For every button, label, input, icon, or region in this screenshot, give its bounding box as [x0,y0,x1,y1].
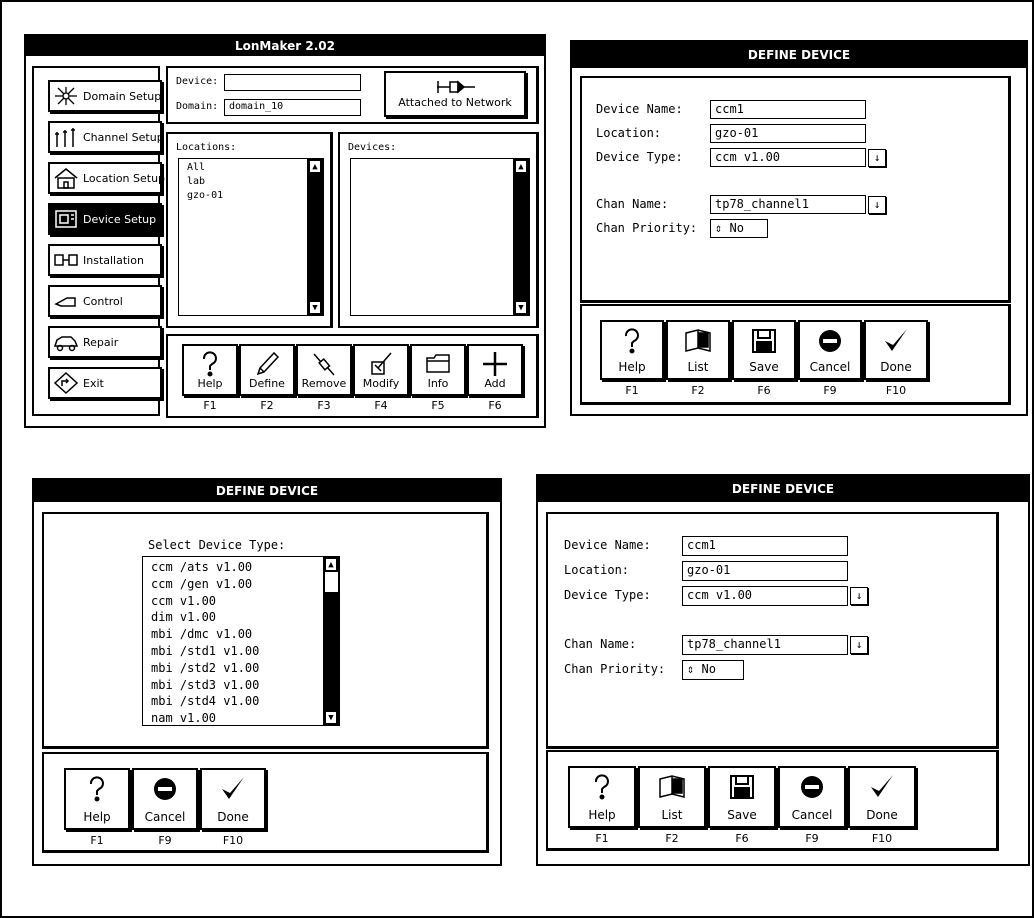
button-label: Add [484,377,506,390]
sidebar-item-exit[interactable] [48,367,162,399]
function-key-label: F9 [823,384,837,397]
sidebar-item-device-setup[interactable] [48,203,162,235]
button-label: Remove [301,377,347,390]
sidebar-item-label: Exit [83,377,104,390]
device-name-input[interactable]: ccm1 [710,100,866,119]
scroll-up-button[interactable]: ▲ [325,558,337,571]
scroll-down-button[interactable]: ▼ [325,711,337,724]
modify-icon [368,350,394,378]
window-title: DEFINE DEVICE [538,476,1028,502]
updown-icon: ⇕ [715,221,723,235]
cancel-button[interactable] [132,768,198,830]
button-label: Save [727,808,757,822]
locations-label: Locations: [176,142,237,153]
function-key-label: F2 [260,399,274,412]
function-key-label: F2 [691,384,705,397]
devices-panel [338,132,539,328]
sidebar-item-location-setup[interactable] [48,162,166,194]
scroll-down-button[interactable]: ▼ [309,301,321,314]
remove-button[interactable] [296,344,352,396]
list-button[interactable] [666,320,730,380]
dropdown-arrow-icon[interactable]: ↓ [868,149,886,167]
list-item[interactable]: dim v1.00 [151,610,217,625]
scroll-down-button[interactable]: ▼ [515,301,527,314]
list-item[interactable]: mbi /std3 v1.00 [151,677,260,692]
button-label: Info [427,377,449,390]
device-type-select[interactable]: ccm v1.00 [682,586,848,606]
button-label: List [661,808,683,822]
done-button[interactable] [848,766,916,828]
plus-icon [482,350,508,378]
device-icon [53,208,79,230]
cancel-icon [798,772,826,802]
window-title: DEFINE DEVICE [34,480,500,502]
list-item[interactable]: ccm /ats v1.00 [151,560,253,574]
locations-items [187,161,223,203]
sidebar-item-label: Channel Setup [83,131,164,144]
attached-label: Attached to Network [398,96,512,109]
chan-priority-label: Chan Priority: [564,662,666,676]
chan-priority-spinner[interactable] [710,219,768,238]
device-name-input[interactable]: ccm1 [682,536,848,556]
location-label: Location: [564,563,630,577]
info-panel [166,66,539,124]
cancel-button[interactable] [798,320,862,380]
save-button[interactable] [708,766,776,828]
list-item[interactable]: lab [187,176,206,187]
function-key-label: F1 [203,399,217,412]
button-label: Done [880,360,912,374]
check-icon [219,774,247,804]
list-item[interactable]: nam v1.00 [151,711,217,726]
device-type-label: Device Type: [596,150,683,164]
location-label: Location: [596,126,662,140]
device-type-list[interactable] [142,556,340,726]
devices-label: Devices: [348,142,397,153]
done-button[interactable] [864,320,928,380]
house-icon [53,167,79,189]
book-icon [683,326,713,356]
location-input[interactable]: gzo-01 [710,124,866,143]
device-type-items [151,559,259,727]
network-icon [53,85,79,107]
function-key-label: F5 [431,399,445,412]
function-key-label: F3 [317,399,331,412]
list-item[interactable]: All [187,162,206,173]
check-icon [882,326,910,356]
list-item[interactable]: ccm /gen v1.00 [151,576,253,591]
function-key-label: F6 [735,832,749,845]
help-button[interactable] [64,768,130,830]
sidebar-item-channel-setup[interactable] [48,121,162,153]
devices-list[interactable] [350,158,530,316]
device-field[interactable] [224,74,361,91]
car-icon [53,331,79,353]
sidebar-item-control[interactable] [48,285,162,317]
function-key-label: F10 [222,834,244,847]
hand-icon [53,290,79,312]
help-icon [84,774,110,804]
list-button[interactable] [638,766,706,828]
antenna-icon [53,126,79,148]
attached-to-network-button[interactable] [384,71,526,117]
chan-priority-value: No [729,221,744,235]
remove-icon [311,350,337,378]
sidebar-item-label: Domain Setup [83,90,162,103]
updown-icon: ⇕ [687,662,695,676]
sidebar-item-label: Device Setup [83,213,157,226]
window-title: LonMaker 2.02 [26,36,544,56]
scrollbar[interactable] [513,159,529,315]
form-panel [580,76,1011,303]
help-button[interactable] [568,766,636,828]
button-label: Cancel [809,360,851,374]
disk-icon [728,772,756,802]
exit-icon [53,372,79,394]
domain-label: Domain: [176,101,219,112]
button-label: Help [588,808,616,822]
button-panel [42,752,489,853]
sidebar-item-domain-setup[interactable] [48,80,162,112]
done-button[interactable] [200,768,266,830]
book-icon [657,772,687,802]
device-type-label: Device Type: [564,588,651,602]
sidebar-item-installation[interactable] [48,244,162,276]
modify-button[interactable] [353,344,409,396]
dropdown-arrow-icon[interactable]: ↓ [850,636,868,654]
pencil-icon [254,350,280,378]
chan-priority-label: Chan Priority: [596,221,698,235]
list-item[interactable]: mbi /std1 v1.00 [151,643,260,658]
add-button[interactable] [467,344,523,396]
window-title: DEFINE DEVICE [572,42,1026,68]
button-panel [546,750,999,851]
button-label: Help [197,377,223,390]
cancel-icon [816,326,844,356]
function-key-label: F1 [595,832,609,845]
help-icon [619,326,645,356]
list-item[interactable]: mbi /std4 v1.00 [151,694,260,709]
scrollbar[interactable] [307,159,323,315]
button-label: Done [866,808,898,822]
save-button[interactable] [732,320,796,380]
help-button[interactable] [600,320,664,380]
device-type-select[interactable]: ccm v1.00 [710,148,866,167]
help-icon [197,350,223,378]
function-key-label: F1 [625,384,639,397]
cancel-icon [151,774,179,804]
button-label: Help [618,360,646,374]
chan-priority-spinner[interactable] [682,660,744,680]
sidebar [32,66,166,416]
lonmaker-window [24,34,546,428]
function-key-label: F6 [757,384,771,397]
define-device-window-bottom [536,474,1030,866]
button-label: Done [217,810,249,824]
locations-panel [166,132,333,328]
check-icon [868,772,896,802]
dropdown-arrow-icon[interactable]: ↓ [868,196,886,214]
define-device-window-top [570,40,1028,416]
list-item[interactable]: mbi /std2 v1.00 [151,660,260,675]
locations-list[interactable] [178,158,324,316]
domain-field[interactable]: domain_10 [224,99,361,116]
sidebar-item-repair[interactable] [48,326,162,358]
chan-priority-value: No [701,662,716,676]
folder-icon [425,350,451,378]
dropdown-arrow-icon[interactable]: ↓ [850,587,868,605]
button-label: Define [249,377,285,390]
select-device-type-window [32,478,502,866]
chan-name-label: Chan Name: [596,197,669,211]
select-device-type-label: Select Device Type: [148,538,286,552]
function-key-label: F1 [90,834,104,847]
plug-icon [436,79,476,95]
location-input[interactable]: gzo-01 [682,561,848,581]
connection-icon [53,249,79,271]
function-key-label: F2 [665,832,679,845]
define-button[interactable] [239,344,295,396]
button-panel [580,304,1011,405]
function-key-label: F4 [374,399,388,412]
select-panel [42,512,489,749]
sidebar-item-label: Repair [83,336,119,349]
chan-name-select[interactable]: tp78_channel1 [682,635,848,655]
list-item[interactable]: mbi /dmc v1.00 [151,627,253,642]
sidebar-item-label: Location Setup [83,172,166,185]
sidebar-item-label: Installation [83,254,144,267]
toolbar-panel [166,334,539,418]
button-label: Modify [362,377,400,390]
chan-name-label: Chan Name: [564,637,637,651]
function-key-label: F10 [871,832,893,845]
help-button[interactable] [182,344,238,396]
chan-name-select[interactable]: tp78_channel1 [710,195,866,214]
function-key-label: F10 [885,384,907,397]
scrollbar[interactable] [323,557,339,725]
function-key-label: F9 [805,832,819,845]
button-label: Cancel [791,808,833,822]
scroll-up-button[interactable]: ▲ [515,160,527,173]
form-panel [546,512,999,749]
scroll-thumb[interactable] [325,572,338,592]
button-label: Cancel [144,810,186,824]
function-key-label: F6 [488,399,502,412]
scroll-up-button[interactable]: ▲ [309,160,321,173]
help-icon [589,772,615,802]
button-label: Help [83,810,111,824]
list-item[interactable]: ccm v1.00 [151,593,217,608]
info-button[interactable] [410,344,466,396]
device-name-label: Device Name: [564,538,651,552]
device-label: Device: [176,76,219,87]
button-label: List [687,360,709,374]
device-name-label: Device Name: [596,102,683,116]
sidebar-item-label: Control [83,295,123,308]
cancel-button[interactable] [778,766,846,828]
disk-icon [750,326,778,356]
button-label: Save [749,360,779,374]
function-key-label: F9 [158,834,172,847]
list-item[interactable]: gzo-01 [187,190,224,201]
